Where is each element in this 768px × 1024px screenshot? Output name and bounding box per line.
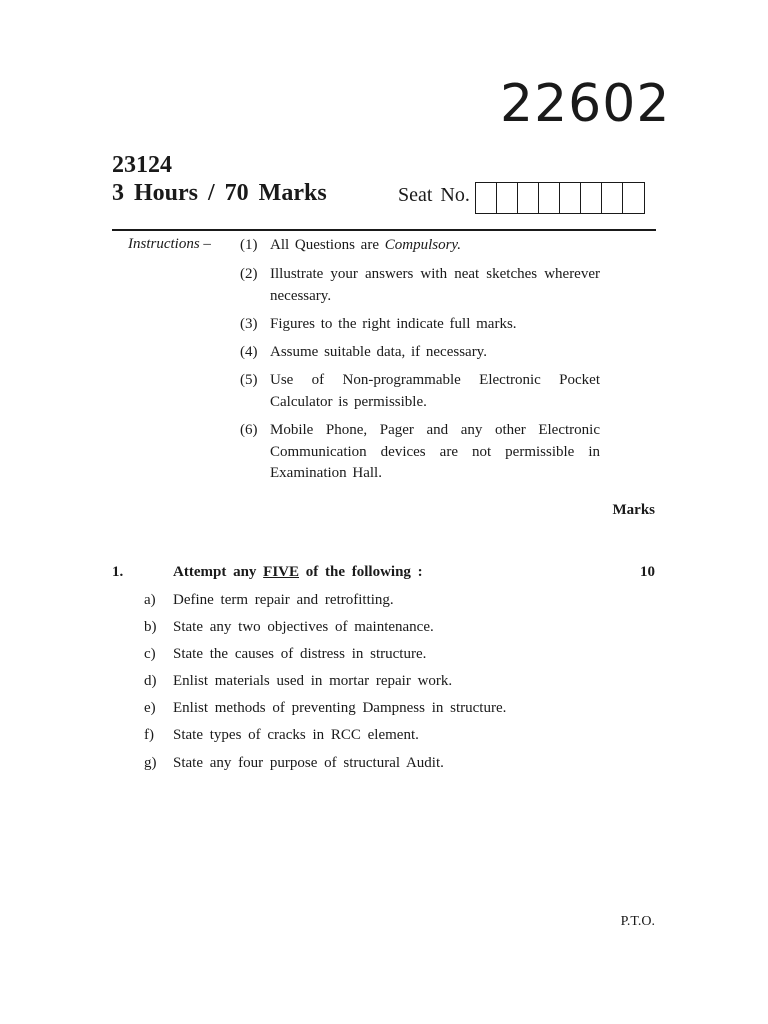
instruction-emphasis: Compulsory. (384, 237, 461, 253)
subpart-text: State any two objectives of maintenance. (173, 619, 434, 635)
seat-box (539, 183, 560, 213)
paper-code: 22602 (500, 74, 671, 134)
subpart-text: Enlist materials used in mortar repair work. (173, 673, 453, 689)
instruction-number: (3) (240, 316, 258, 332)
subpart-label: e) (144, 700, 156, 716)
question-title: Attempt any FIVE of the following : (173, 564, 423, 580)
instruction-number: (5) (240, 372, 258, 388)
instruction-number: (4) (240, 344, 258, 360)
instruction-text: Illustrate your answers with neat sketches wherever necessary. (270, 266, 600, 304)
instruction-text: Mobile Phone, Pager and any other Electronic Communication devices are not permissible in Examination Hall. (270, 422, 600, 481)
instruction-item (240, 264, 600, 307)
instruction-item (240, 235, 600, 257)
instruction-item (240, 370, 600, 413)
seat-box (518, 183, 539, 213)
instruction-item (240, 342, 600, 364)
subpart-label: c) (144, 646, 156, 662)
seat-box (602, 183, 623, 213)
marks-column-heading: Marks (612, 502, 655, 518)
instruction-text: Assume suitable data, if necessary. (270, 344, 487, 360)
exam-code: 23124 (112, 152, 172, 178)
subpart-label: f) (144, 727, 154, 743)
instruction-text: Figures to the right indicate full marks. (270, 316, 517, 332)
seat-box (560, 183, 581, 213)
instruction-item (240, 314, 600, 336)
header-divider (112, 229, 656, 231)
instruction-text: Use of Non-programmable Electronic Pocket Calculator is permissible. (270, 372, 600, 410)
subpart-text: State the causes of distress in structure. (173, 646, 427, 662)
question-emphasis: FIVE (263, 564, 299, 580)
question-marks: 10 (640, 564, 655, 580)
instructions-title: Instructions – (128, 236, 211, 252)
subpart-label: b) (144, 619, 157, 635)
seat-number-label: Seat No. (398, 184, 470, 206)
seat-number-boxes (475, 182, 645, 214)
subpart-text: State any four purpose of structural Audit. (173, 755, 444, 771)
instruction-text: All Questions are Compulsory. (270, 237, 461, 253)
seat-box (581, 183, 602, 213)
seat-box (476, 183, 497, 213)
subpart-text: State types of cracks in RCC element. (173, 727, 419, 743)
subpart-text: Enlist methods of preventing Dampness in structure. (173, 700, 507, 716)
subpart-label: g) (144, 755, 157, 771)
seat-box (623, 183, 644, 213)
subpart-text: Define term repair and retrofitting. (173, 592, 394, 608)
please-turn-over: P.T.O. (620, 914, 655, 929)
subpart-label: d) (144, 673, 157, 689)
seat-box (497, 183, 518, 213)
question-number: 1. (112, 564, 124, 580)
instruction-number: (2) (240, 266, 258, 282)
duration-marks: 3 Hours / 70 Marks (112, 180, 327, 206)
instruction-item (240, 420, 600, 485)
instruction-number: (1) (240, 237, 258, 253)
instruction-number: (6) (240, 422, 258, 438)
subpart-label: a) (144, 592, 156, 608)
